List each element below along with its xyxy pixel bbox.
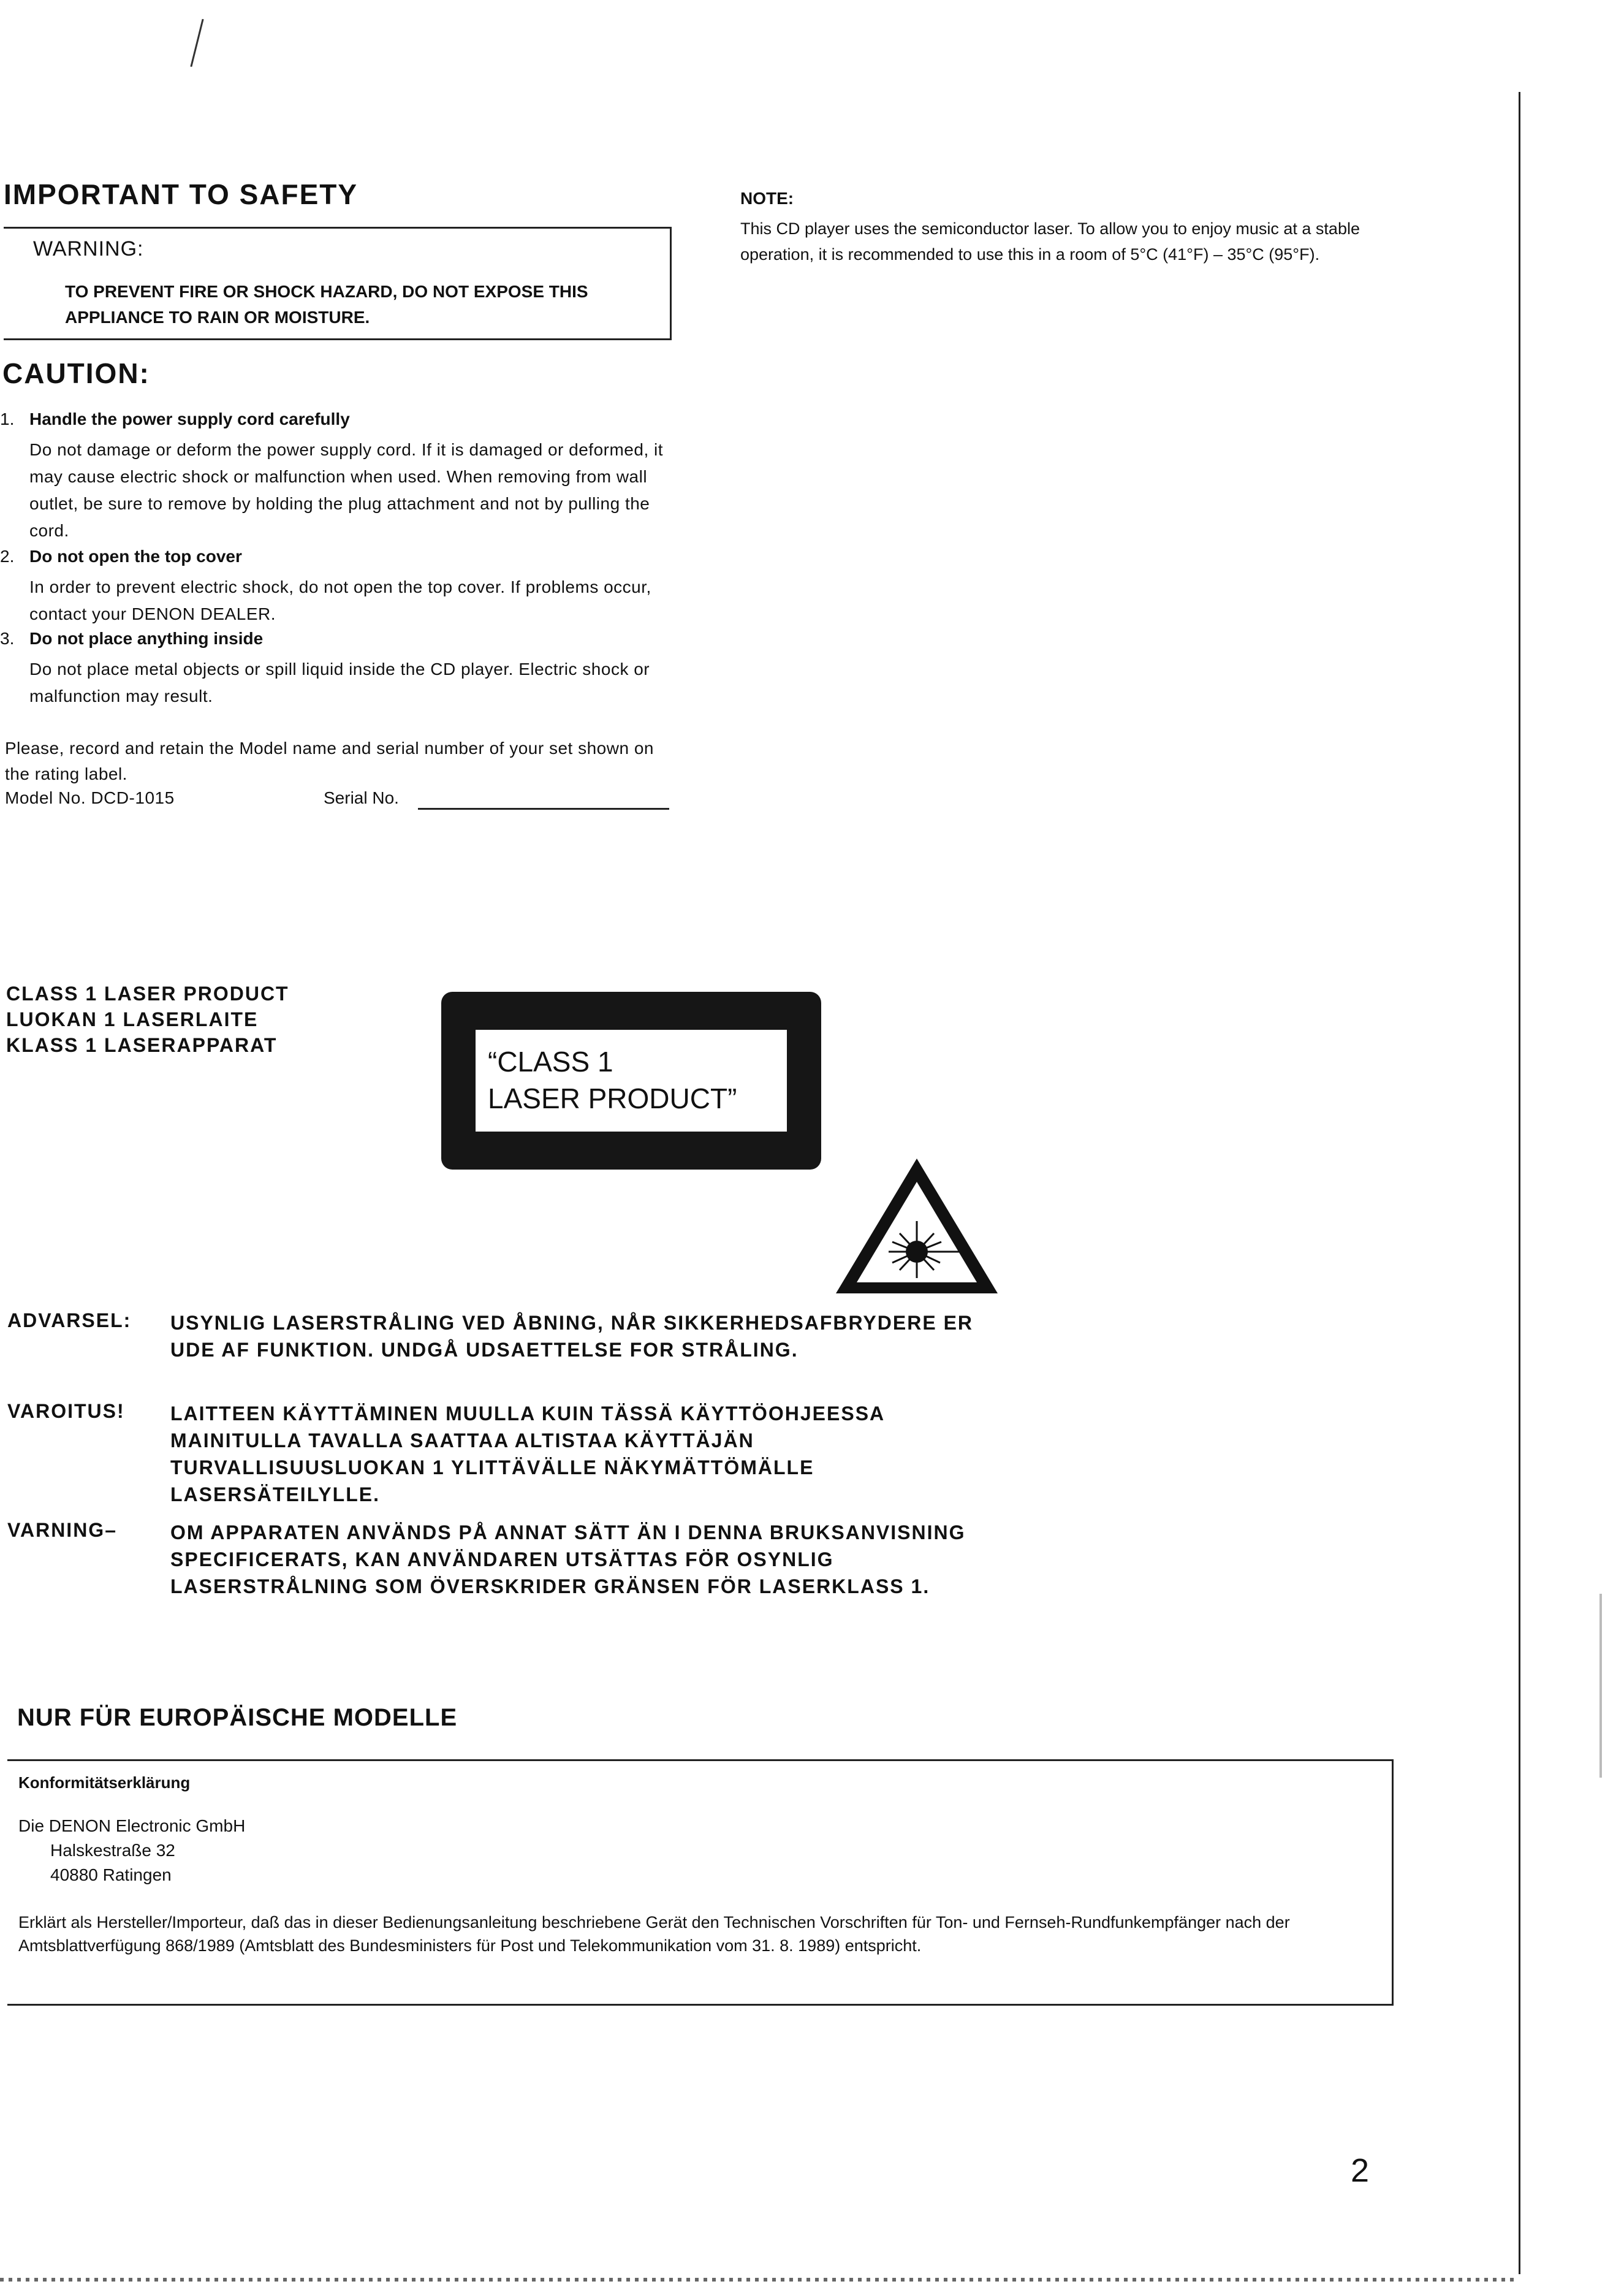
page-edge-rule bbox=[1519, 92, 1520, 2274]
european-models-title: NUR FÜR EUROPÄISCHE MODELLE bbox=[17, 1704, 458, 1731]
scan-mark bbox=[1599, 1594, 1602, 1778]
model-number: Model No. DCD-1015 bbox=[5, 788, 175, 807]
warning-finnish-text: LAITTEEN KÄYTTÄMINEN MUULLA KUIN TÄSSÄ KÄYTTÖOHJEESSA MAINITULLA TAVALLA SAATTAA ALTISTAA KÄYTTÄJÄN TURVALLISUUSLUOKAN 1 YLITTÄVÄLLE NÄKYMÄTTÖMÄLLE LASERSÄTEILYLLE. bbox=[170, 1402, 884, 1505]
laser-warning-triangle-icon bbox=[831, 1152, 1003, 1300]
warning-finnish-label: VAROITUS! bbox=[7, 1400, 125, 1422]
caution-item-3 bbox=[0, 629, 674, 709]
caution-item-1 bbox=[0, 409, 674, 544]
company-street: Halskestraße 32 bbox=[50, 1841, 175, 1860]
caution-item-heading: Do not place anything inside bbox=[29, 629, 264, 648]
warning-danish-label: ADVARSEL: bbox=[7, 1309, 132, 1331]
page-number: 2 bbox=[1351, 2152, 1370, 2189]
conformity-title: Konformitätserklärung bbox=[18, 1773, 191, 1792]
warning-finnish bbox=[7, 1400, 988, 1513]
label-line-2: LASER PRODUCT” bbox=[488, 1083, 737, 1114]
caution-item-body: Do not damage or deform the power supply cord. If it is damaged or deformed, it may cause electric shock or malfunction when used. When removing from wall outlet, be sure to remove by holding the plug attachment and not by pulling the cord. bbox=[29, 440, 664, 540]
company-address bbox=[18, 1814, 245, 1887]
caution-item-heading: Do not open the top cover bbox=[29, 547, 242, 566]
conformity-box bbox=[7, 1759, 1394, 2006]
serial-number-blank bbox=[418, 808, 669, 810]
scan-mark bbox=[190, 19, 203, 67]
class-1-laser-label-text bbox=[488, 1043, 737, 1117]
serial-number-label: Serial No. bbox=[324, 788, 399, 807]
warning-swedish-text: OM APPARATEN ANVÄNDS PÅ ANNAT SÄTT ÄN I DENNA BRUKSANVISNING SPECIFICERATS, KAN ANVÄNDAREN UTSÄTTAS FÖR OSYNLIG LASERSTRÅLNING SOM ÖVERSKRIDER GRÄNSEN FÖR LASERKLASS 1. bbox=[170, 1521, 966, 1597]
laser-class-list bbox=[6, 981, 289, 1058]
warning-label: WARNING: bbox=[33, 237, 144, 261]
warning-text: TO PREVENT FIRE OR SHOCK HAZARD, DO NOT EXPOSE THIS APPLIANCE TO RAIN OR MOISTURE. bbox=[65, 282, 588, 327]
company-name: Die DENON Electronic GmbH bbox=[18, 1816, 246, 1835]
caution-item-2 bbox=[0, 547, 674, 626]
note-title: NOTE: bbox=[740, 189, 794, 208]
caution-item-number: 3. bbox=[0, 629, 15, 648]
laser-class-line: LUOKAN 1 LASERLAITE bbox=[6, 1008, 259, 1030]
caution-title: CAUTION: bbox=[2, 357, 150, 389]
scan-bottom-edge bbox=[0, 2278, 1519, 2282]
warning-swedish-label: VARNING– bbox=[7, 1519, 117, 1541]
laser-class-line: CLASS 1 LASER PRODUCT bbox=[6, 983, 289, 1005]
warning-danish bbox=[7, 1309, 988, 1395]
warning-swedish bbox=[7, 1519, 988, 1632]
note-text: This CD player uses the semiconductor laser. To allow you to enjoy music at a stable operation, it is recommended to use this in a room of 5°C (41°F) – 35°C (95°F). bbox=[740, 219, 1360, 264]
warning-box bbox=[4, 227, 672, 340]
label-line-1: “CLASS 1 bbox=[488, 1046, 613, 1078]
caution-item-body: In order to prevent electric shock, do not open the top cover. If problems occur, contact your DENON DEALER. bbox=[29, 577, 651, 623]
caution-item-heading: Handle the power supply cord carefully bbox=[29, 409, 350, 428]
caution-item-body: Do not place metal objects or spill liquid inside the CD player. Electric shock or malfunction may result. bbox=[29, 660, 650, 706]
warning-danish-text: USYNLIG LASERSTRÅLING VED ÅBNING, NÅR SIKKERHEDSAFBRYDERE ER UDE AF FUNKTION. UNDGÅ UDSAETTELSE FOR STRÅLING. bbox=[170, 1312, 974, 1361]
company-city: 40880 Ratingen bbox=[50, 1865, 172, 1884]
class-1-laser-label bbox=[441, 992, 821, 1170]
safety-title: IMPORTANT TO SAFETY bbox=[4, 178, 359, 210]
laser-class-line: KLASS 1 LASERAPPARAT bbox=[6, 1034, 278, 1056]
caution-item-number: 1. bbox=[0, 409, 15, 428]
conformity-statement: Erklärt als Hersteller/Importeur, daß das in dieser Bedienungsanleitung beschriebene Gerät den Technischen Vorschriften für Ton- und Fernseh-Rundfunkempfänger nach der Amtsblattverfügung 868/1989 (Amtsblatt des Bundesministers für Post und Telekommunikation vom 31. 8. 1989) entspricht. bbox=[18, 1913, 1290, 1955]
record-instructions: Please, record and retain the Model name and serial number of your set shown on the rating label. bbox=[5, 739, 654, 783]
class-1-laser-label-inner bbox=[476, 1030, 787, 1132]
caution-item-number: 2. bbox=[0, 547, 15, 566]
